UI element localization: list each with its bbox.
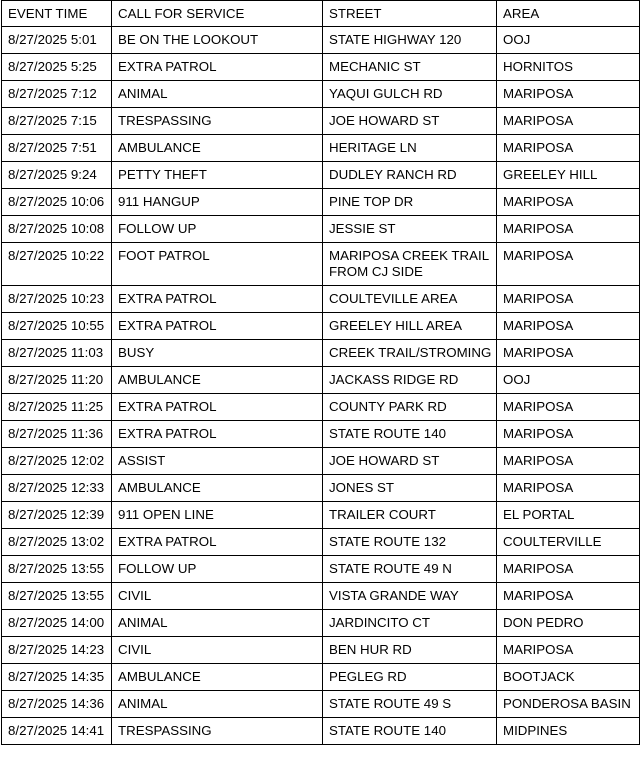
cell-call-for-service: ANIMAL: [112, 81, 323, 108]
cell-call-for-service: EXTRA PATROL: [112, 313, 323, 340]
cell-area: MARIPOSA: [497, 583, 640, 610]
cell-event-time: 8/27/2025 12:02: [2, 448, 112, 475]
header-area: AREA: [497, 1, 640, 27]
cell-event-time: 8/27/2025 7:51: [2, 135, 112, 162]
cell-event-time: 8/27/2025 14:36: [2, 691, 112, 718]
table-row: [2, 135, 640, 162]
cell-street: BEN HUR RD: [323, 637, 497, 664]
cell-event-time: 8/27/2025 13:55: [2, 583, 112, 610]
cell-call-for-service: 911 OPEN LINE: [112, 502, 323, 529]
table-row: [2, 448, 640, 475]
table-row: [2, 108, 640, 135]
table-row: [2, 27, 640, 54]
cell-call-for-service: ASSIST: [112, 448, 323, 475]
cell-area: HORNITOS: [497, 54, 640, 81]
cell-area: MARIPOSA: [497, 216, 640, 243]
cell-area: BOOTJACK: [497, 664, 640, 691]
cell-street: PEGLEG RD: [323, 664, 497, 691]
cell-street: JARDINCITO CT: [323, 610, 497, 637]
cell-event-time: 8/27/2025 14:00: [2, 610, 112, 637]
cell-street: STATE ROUTE 49 N: [323, 556, 497, 583]
cell-street: TRAILER COURT: [323, 502, 497, 529]
cell-area: MARIPOSA: [497, 637, 640, 664]
cell-event-time: 8/27/2025 14:23: [2, 637, 112, 664]
cell-area: COULTERVILLE: [497, 529, 640, 556]
cell-call-for-service: FOLLOW UP: [112, 216, 323, 243]
cell-area: MIDPINES: [497, 718, 640, 745]
cell-event-time: 8/27/2025 9:24: [2, 162, 112, 189]
cell-area: MARIPOSA: [497, 243, 640, 286]
cell-street: JONES ST: [323, 475, 497, 502]
table-row: [2, 367, 640, 394]
cell-event-time: 8/27/2025 10:08: [2, 216, 112, 243]
table-row: [2, 286, 640, 313]
cell-area: MARIPOSA: [497, 421, 640, 448]
header-event-time: EVENT TIME: [2, 1, 112, 27]
table-row: [2, 243, 640, 286]
cell-area: EL PORTAL: [497, 502, 640, 529]
cell-event-time: 8/27/2025 11:03: [2, 340, 112, 367]
cell-event-time: 8/27/2025 13:55: [2, 556, 112, 583]
cell-area: MARIPOSA: [497, 394, 640, 421]
cell-area: MARIPOSA: [497, 108, 640, 135]
table-header: [2, 1, 640, 27]
cell-event-time: 8/27/2025 10:23: [2, 286, 112, 313]
cell-call-for-service: EXTRA PATROL: [112, 394, 323, 421]
table-row: [2, 664, 640, 691]
cell-street: JOE HOWARD ST: [323, 108, 497, 135]
table-row: [2, 421, 640, 448]
table-row: [2, 556, 640, 583]
cell-event-time: 8/27/2025 11:25: [2, 394, 112, 421]
cell-street: PINE TOP DR: [323, 189, 497, 216]
cell-area: OOJ: [497, 27, 640, 54]
cell-call-for-service: EXTRA PATROL: [112, 286, 323, 313]
table-row: [2, 313, 640, 340]
cell-area: MARIPOSA: [497, 448, 640, 475]
table-row: [2, 340, 640, 367]
cell-area: MARIPOSA: [497, 313, 640, 340]
cell-event-time: 8/27/2025 10:55: [2, 313, 112, 340]
cell-street: JACKASS RIDGE RD: [323, 367, 497, 394]
cell-street: STATE ROUTE 49 S: [323, 691, 497, 718]
cell-street: GREELEY HILL AREA: [323, 313, 497, 340]
cell-call-for-service: AMBULANCE: [112, 475, 323, 502]
cell-area: MARIPOSA: [497, 135, 640, 162]
cell-event-time: 8/27/2025 11:20: [2, 367, 112, 394]
cell-area: GREELEY HILL: [497, 162, 640, 189]
cell-event-time: 8/27/2025 7:15: [2, 108, 112, 135]
cell-call-for-service: TRESPASSING: [112, 718, 323, 745]
table-row: [2, 502, 640, 529]
cell-street: JOE HOWARD ST: [323, 448, 497, 475]
cell-area: PONDEROSA BASIN: [497, 691, 640, 718]
cell-area: MARIPOSA: [497, 340, 640, 367]
cell-street: DUDLEY RANCH RD: [323, 162, 497, 189]
cell-call-for-service: EXTRA PATROL: [112, 421, 323, 448]
table-row: [2, 691, 640, 718]
cell-call-for-service: BE ON THE LOOKOUT: [112, 27, 323, 54]
header-call-for-service: CALL FOR SERVICE: [112, 1, 323, 27]
header-street: STREET: [323, 1, 497, 27]
header-row: [2, 1, 640, 27]
cell-street: COULTEVILLE AREA: [323, 286, 497, 313]
cell-event-time: 8/27/2025 10:06: [2, 189, 112, 216]
cell-area: MARIPOSA: [497, 189, 640, 216]
cell-call-for-service: AMBULANCE: [112, 367, 323, 394]
table-row: [2, 583, 640, 610]
cell-street: STATE ROUTE 140: [323, 718, 497, 745]
cell-event-time: 8/27/2025 10:22: [2, 243, 112, 286]
cell-street: STATE ROUTE 132: [323, 529, 497, 556]
cell-call-for-service: PETTY THEFT: [112, 162, 323, 189]
cell-street: MARIPOSA CREEK TRAIL FROM CJ SIDE: [323, 243, 497, 286]
cell-area: MARIPOSA: [497, 475, 640, 502]
cell-street: COUNTY PARK RD: [323, 394, 497, 421]
cell-event-time: 8/27/2025 13:02: [2, 529, 112, 556]
cell-street: CREEK TRAIL/STROMING: [323, 340, 497, 367]
cell-street: YAQUI GULCH RD: [323, 81, 497, 108]
cell-call-for-service: 911 HANGUP: [112, 189, 323, 216]
table-row: [2, 54, 640, 81]
table-row: [2, 529, 640, 556]
cell-area: OOJ: [497, 367, 640, 394]
cell-call-for-service: AMBULANCE: [112, 135, 323, 162]
cell-street: MECHANIC ST: [323, 54, 497, 81]
cell-area: MARIPOSA: [497, 81, 640, 108]
cell-event-time: 8/27/2025 12:39: [2, 502, 112, 529]
cell-call-for-service: FOOT PATROL: [112, 243, 323, 286]
table-row: [2, 637, 640, 664]
cell-event-time: 8/27/2025 5:01: [2, 27, 112, 54]
table-row: [2, 81, 640, 108]
table-body: [2, 27, 640, 745]
cell-area: MARIPOSA: [497, 556, 640, 583]
table-row: [2, 189, 640, 216]
cell-call-for-service: EXTRA PATROL: [112, 529, 323, 556]
cell-event-time: 8/27/2025 11:36: [2, 421, 112, 448]
table-row: [2, 718, 640, 745]
cell-call-for-service: ANIMAL: [112, 691, 323, 718]
cell-call-for-service: CIVIL: [112, 637, 323, 664]
cell-event-time: 8/27/2025 12:33: [2, 475, 112, 502]
cell-event-time: 8/27/2025 5:25: [2, 54, 112, 81]
cell-area: DON PEDRO: [497, 610, 640, 637]
cell-call-for-service: BUSY: [112, 340, 323, 367]
cell-event-time: 8/27/2025 14:41: [2, 718, 112, 745]
cell-event-time: 8/27/2025 14:35: [2, 664, 112, 691]
cell-street: JESSIE ST: [323, 216, 497, 243]
cell-call-for-service: TRESPASSING: [112, 108, 323, 135]
cell-call-for-service: EXTRA PATROL: [112, 54, 323, 81]
cell-call-for-service: CIVIL: [112, 583, 323, 610]
table-row: [2, 216, 640, 243]
cell-street: VISTA GRANDE WAY: [323, 583, 497, 610]
cell-event-time: 8/27/2025 7:12: [2, 81, 112, 108]
table-row: [2, 475, 640, 502]
table-row: [2, 162, 640, 189]
cell-area: MARIPOSA: [497, 286, 640, 313]
cell-call-for-service: AMBULANCE: [112, 664, 323, 691]
table-row: [2, 610, 640, 637]
cell-call-for-service: FOLLOW UP: [112, 556, 323, 583]
cell-call-for-service: ANIMAL: [112, 610, 323, 637]
cell-street: HERITAGE LN: [323, 135, 497, 162]
cell-street: STATE HIGHWAY 120: [323, 27, 497, 54]
call-log-table: [1, 0, 640, 745]
cell-street: STATE ROUTE 140: [323, 421, 497, 448]
table-row: [2, 394, 640, 421]
